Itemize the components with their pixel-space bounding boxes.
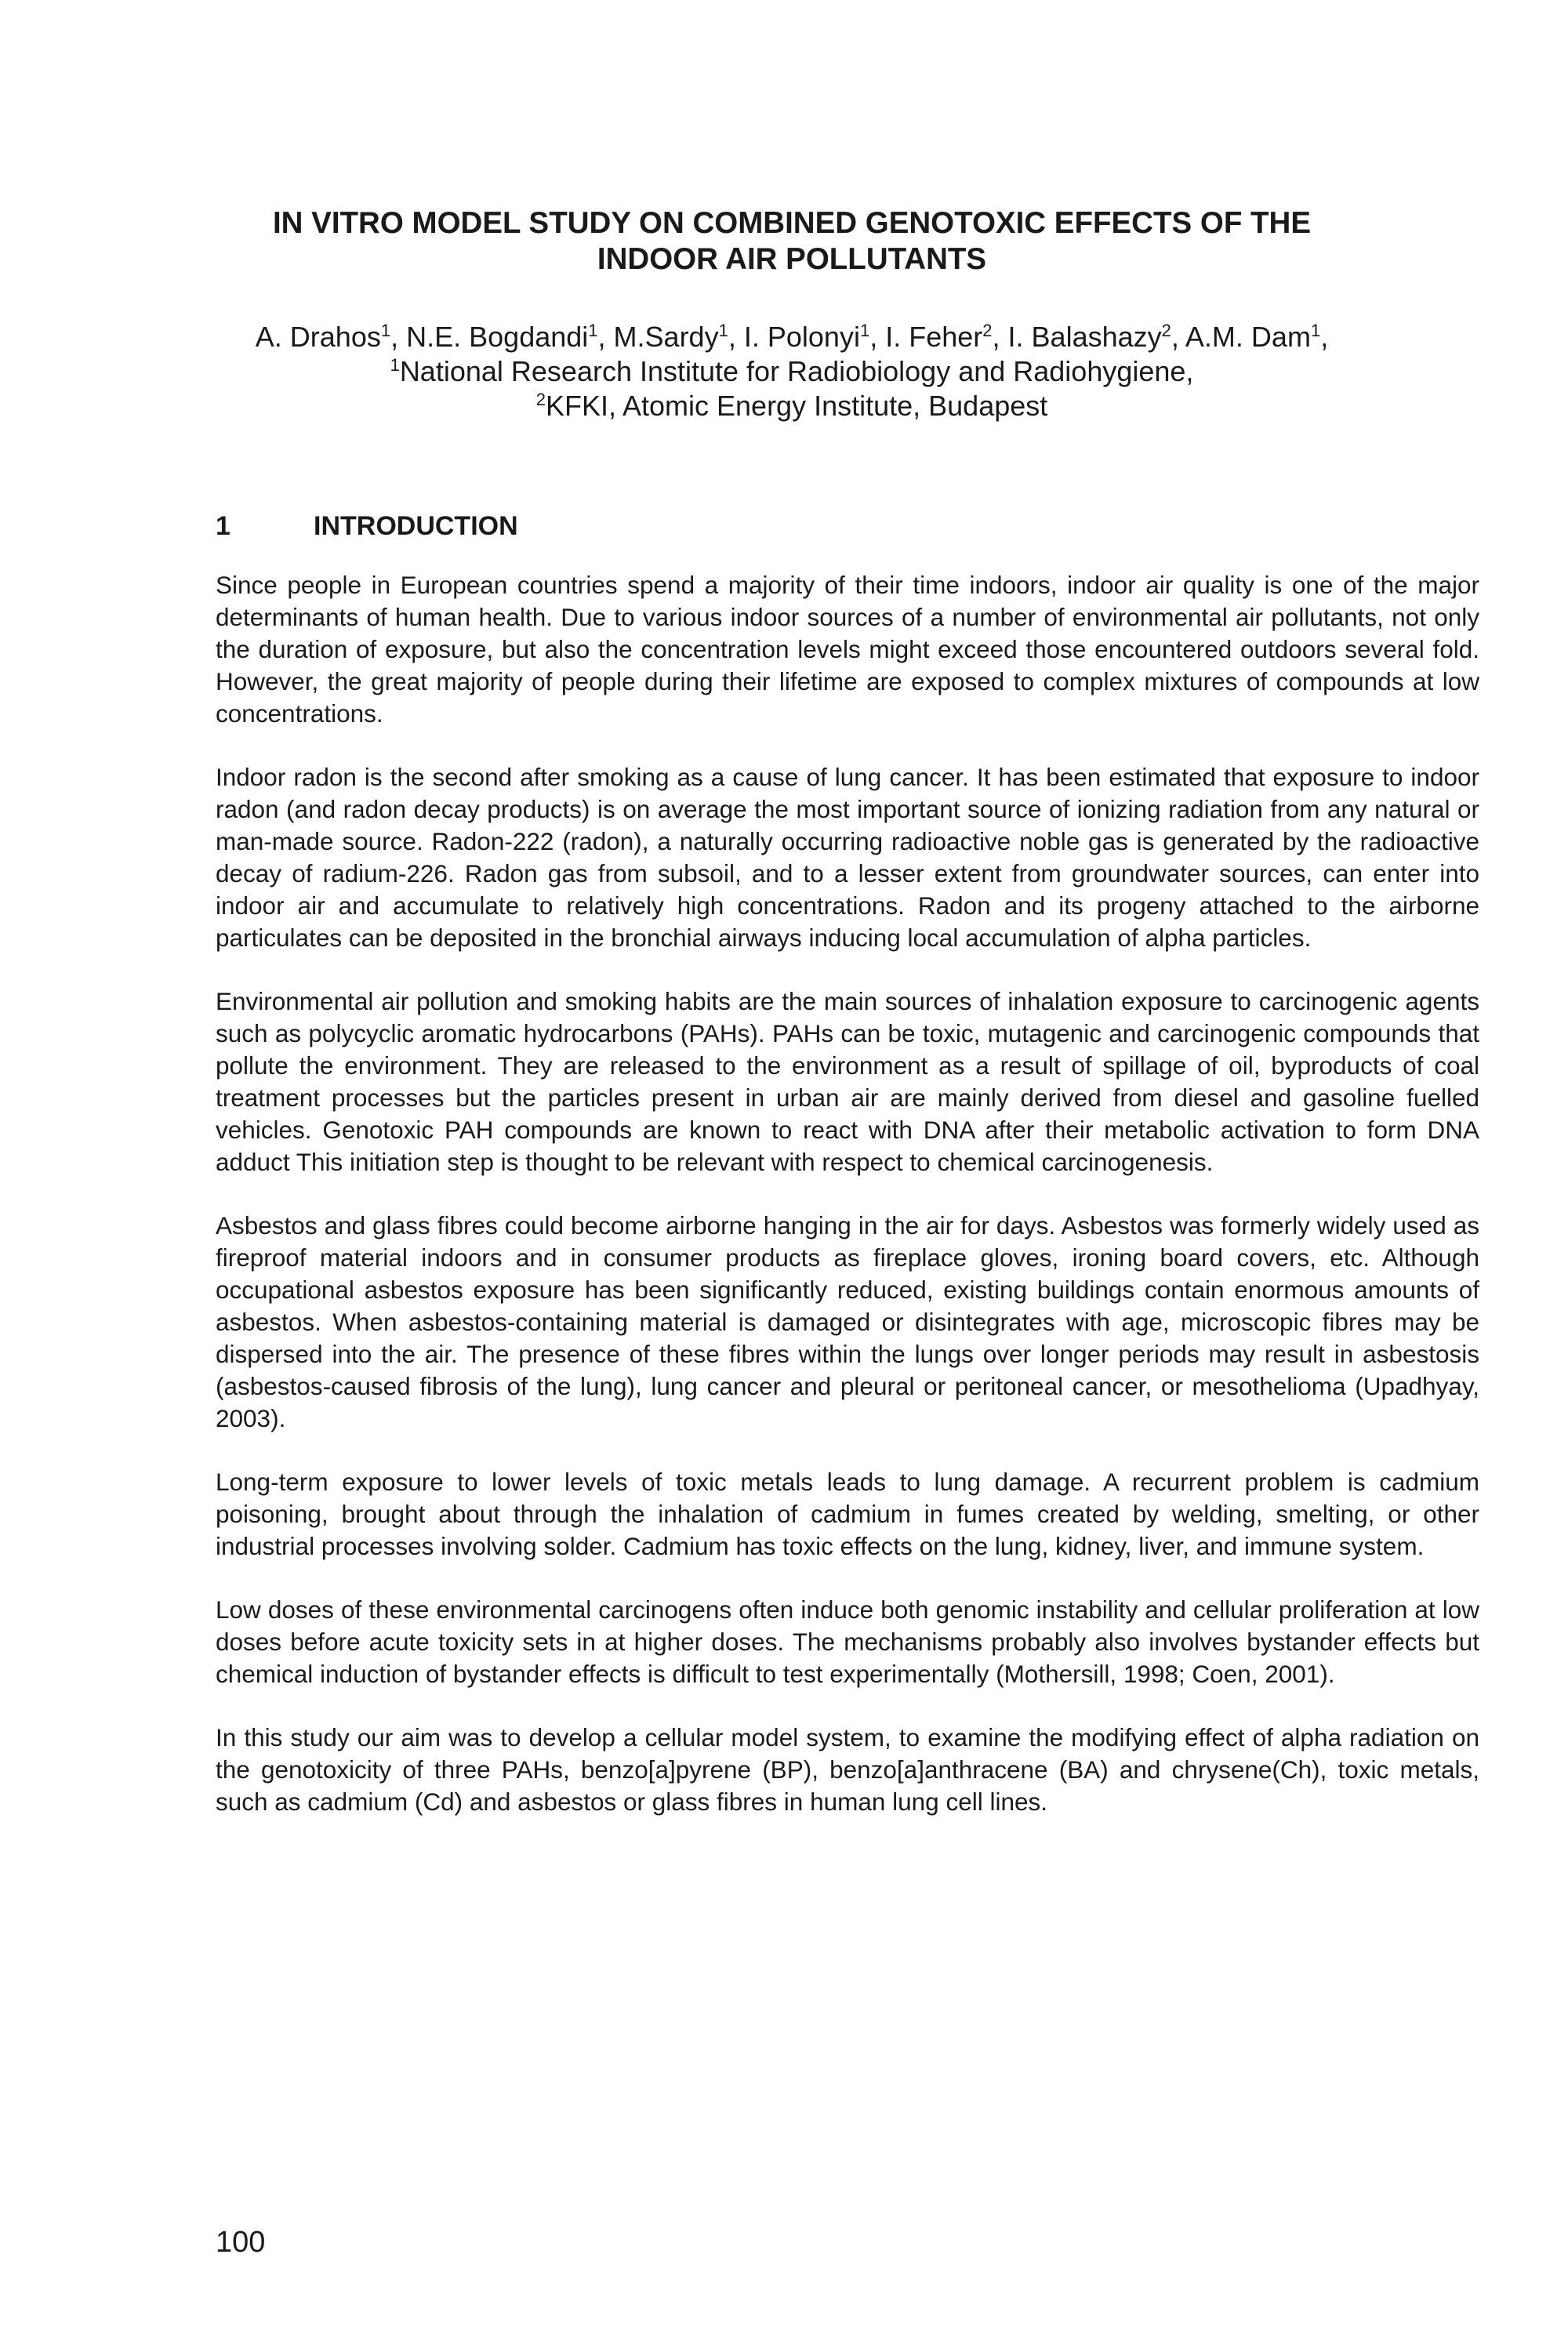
body-text xyxy=(216,569,1479,1849)
paragraph-pahs: Environmental air pollution and smoking habits are the main sources of inhalation exposure to carcinogenic agents such as polycyclic aromatic hydrocarbons (PAHs). PAHs can be toxic, mutagenic and carcinogenic compounds that pollute the environment. They are released to the environment as a result of spillage of oil, byproducts of coal treatment processes but the particles present in urban air are mainly derived from diesel and gasoline fuelled vehicles. Genotoxic PAH compounds are known to react with DNA after their metabolic activation to form DNA adduct This initiation step is thought to be relevant with respect to chemical carcinogenesis. xyxy=(216,987,1479,1176)
section-heading-introduction xyxy=(216,510,518,543)
page-number: 100 xyxy=(216,2226,266,2259)
affiliation-2 xyxy=(188,389,1396,423)
affiliation-2-mark: 2 xyxy=(535,390,546,409)
paragraph-indoor-air-quality: Since people in European countries spend a majority of their time indoors, indoor air quality is one of the major determinants of human health. Due to various indoor sources of a number of environmental air pollutants, not only the duration of exposure, but also the concentration levels might exceed those encountered outdoors several fold. However, the great majority of people during their lifetime are exposed to complex mixtures of compounds at low concentrations. xyxy=(216,571,1479,728)
author-affiliation-mark: 1 xyxy=(380,321,391,340)
author-affiliation-mark: 1 xyxy=(718,321,728,340)
author: N.E. Bogdandi xyxy=(406,321,589,353)
author-affiliation-mark: 1 xyxy=(1310,321,1321,340)
author-block xyxy=(188,320,1396,423)
affiliation-1-mark: 1 xyxy=(390,355,400,375)
author-affiliation-mark: 1 xyxy=(859,321,870,340)
paragraph-study-aim: In this study our aim was to develop a cellular model system, to examine the modifying effect of alpha radiation on the genotoxicity of three PAHs, benzo[a]pyrene (BP), benzo[a]anthracene (BA) and chrysene(Ch), toxic metals, such as cadmium (Cd) and asbestos or glass fibres in human lung cell lines. xyxy=(216,1723,1479,1816)
affiliation-1 xyxy=(188,354,1396,389)
author: M.Sardy xyxy=(613,321,719,353)
author: I. Balashazy xyxy=(1007,321,1162,353)
author-affiliation-mark: 2 xyxy=(982,321,993,340)
paragraph-toxic-metals: Long-term exposure to lower levels of toxic metals leads to lung damage. A recurrent problem is cadmium poisoning, brought about through the inhalation of cadmium in fumes created by welding, smelting, or other industrial processes involving solder. Cadmium has toxic effects on the lung, kidney, liver, and immune system. xyxy=(216,1468,1479,1560)
author-affiliation-mark: 1 xyxy=(588,321,598,340)
paper-title-line-1: IN VITRO MODEL STUDY ON COMBINED GENOTOXIC EFFECTS OF THE xyxy=(272,206,1312,240)
author: A. Drahos xyxy=(255,321,381,353)
author: A.M. Dam xyxy=(1185,321,1311,353)
author-affiliation-mark: 2 xyxy=(1161,321,1171,340)
paragraph-low-doses: Low doses of these environmental carcinogens often induce both genomic instability and cellular proliferation at low doses before acute toxicity sets in at higher doses. The mechanisms probably also involves bystander effects but chemical induction of bystander effects is difficult to test experimentally (Mothersill, 1998; Coen, 2001). xyxy=(216,1595,1479,1688)
paragraph-indoor-radon: Indoor radon is the second after smoking as a cause of lung cancer. It has been estimated that exposure to indoor radon (and radon decay products) is on average the most important source of ionizing radiation from any natural or man-made source. Radon-222 (radon), a naturally occurring radioactive noble gas is generated by the radioactive decay of radium-226. Radon gas from subsoil, and to a lesser extent from groundwater sources, can enter into indoor air and accumulate to relatively high concentrations. Radon and its progeny attached to the airborne particulates can be deposited in the bronchial airways inducing local accumulation of alpha particles. xyxy=(216,763,1479,952)
author: I. Polonyi xyxy=(743,321,860,353)
section-number: 1 xyxy=(216,511,230,541)
paper-title xyxy=(188,205,1396,278)
affiliation-1-text: National Research Institute for Radiobiology and Radiohygiene, xyxy=(399,355,1194,387)
affiliation-2-text: KFKI, Atomic Energy Institute, Budapest xyxy=(545,390,1048,422)
paragraph-asbestos: Asbestos and glass fibres could become airborne hanging in the air for days. Asbestos was formerly widely used as fireproof material indoors and in consumer products as fireplace gloves, ironing board covers, etc. Although occupational asbestos exposure has been significantly reduced, existing buildings contain enormous amounts of asbestos. When asbestos-containing material is damaged or disintegrates with age, microscopic fibres may be dispersed into the air. The presence of these fibres within the lungs over longer periods may result in asbestosis (asbestos-caused fibrosis of the lung), lung cancer and pleural or peritoneal cancer, or mesothelioma (Upadhyay, 2003). xyxy=(216,1211,1479,1432)
author: I. Feher xyxy=(885,321,983,353)
author-list: A. Drahos$^1$, N.E. Bogdandi$^1$, M.Sardy$^1$, I. Polonyi$^1$, I. Feher$^2$, I. Balashazy$^2$, A.M. Dam$^1$, xyxy=(255,321,1329,353)
paper-title-line-2: INDOOR AIR POLLUTANTS xyxy=(597,242,987,276)
section-title: INTRODUCTION xyxy=(314,511,518,541)
